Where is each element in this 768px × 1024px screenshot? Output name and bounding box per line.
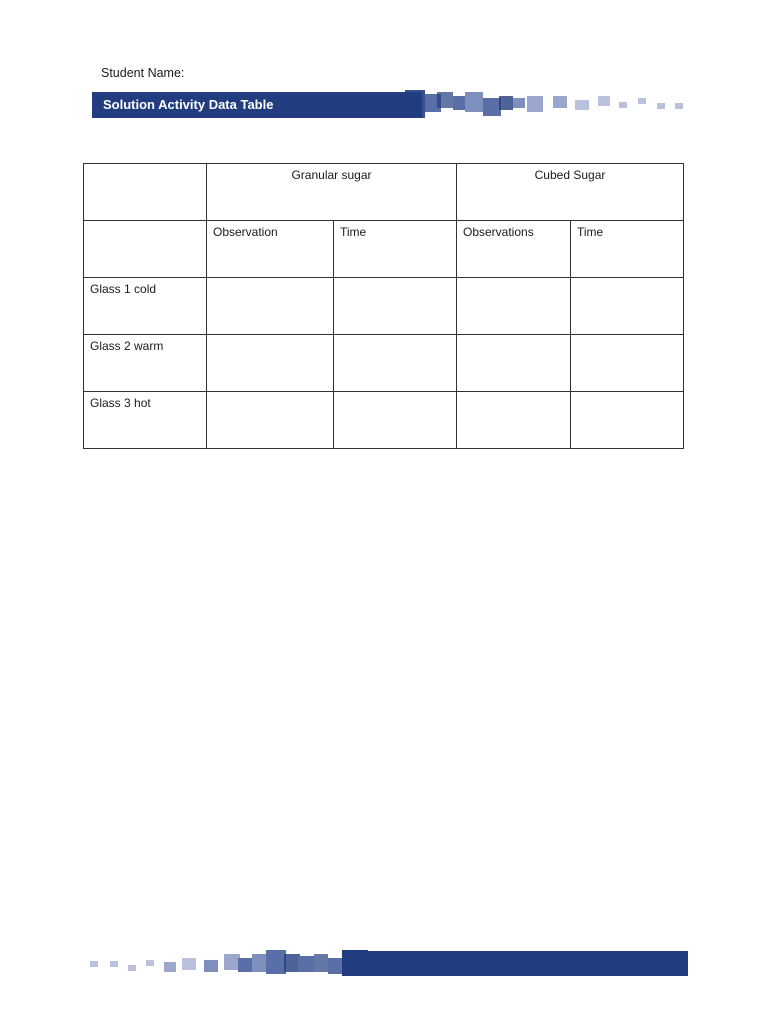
table-cell[interactable]	[207, 392, 334, 449]
table-row	[84, 221, 684, 278]
footer-decoration	[88, 948, 378, 980]
data-table	[83, 163, 684, 449]
table-cell[interactable]	[334, 278, 457, 335]
table-cell[interactable]	[457, 335, 571, 392]
table-cell[interactable]	[334, 392, 457, 449]
table-cell[interactable]	[334, 335, 457, 392]
table-cell[interactable]	[571, 392, 684, 449]
column-group-header: Cubed Sugar	[457, 164, 684, 221]
table-cell	[84, 221, 207, 278]
column-header: Time	[571, 221, 684, 278]
row-label: Glass 3 hot	[84, 392, 207, 449]
column-header: Time	[334, 221, 457, 278]
column-group-header: Granular sugar	[207, 164, 457, 221]
student-name-label: Student Name:	[101, 66, 185, 80]
table-row	[84, 335, 684, 392]
title-banner	[92, 92, 422, 118]
table-cell[interactable]	[207, 278, 334, 335]
table-cell[interactable]	[207, 335, 334, 392]
table-cell[interactable]	[457, 392, 571, 449]
table-row	[84, 392, 684, 449]
table-cell[interactable]	[571, 278, 684, 335]
column-header: Observation	[207, 221, 334, 278]
table-cell[interactable]	[457, 278, 571, 335]
document-title: Solution Activity Data Table	[103, 97, 274, 112]
table-row	[84, 164, 684, 221]
table-cell[interactable]	[571, 335, 684, 392]
table-cell	[84, 164, 207, 221]
row-label: Glass 2 warm	[84, 335, 207, 392]
table-row	[84, 278, 684, 335]
header-decoration	[395, 90, 695, 120]
column-header: Observations	[457, 221, 571, 278]
row-label: Glass 1 cold	[84, 278, 207, 335]
footer-banner	[350, 951, 688, 976]
